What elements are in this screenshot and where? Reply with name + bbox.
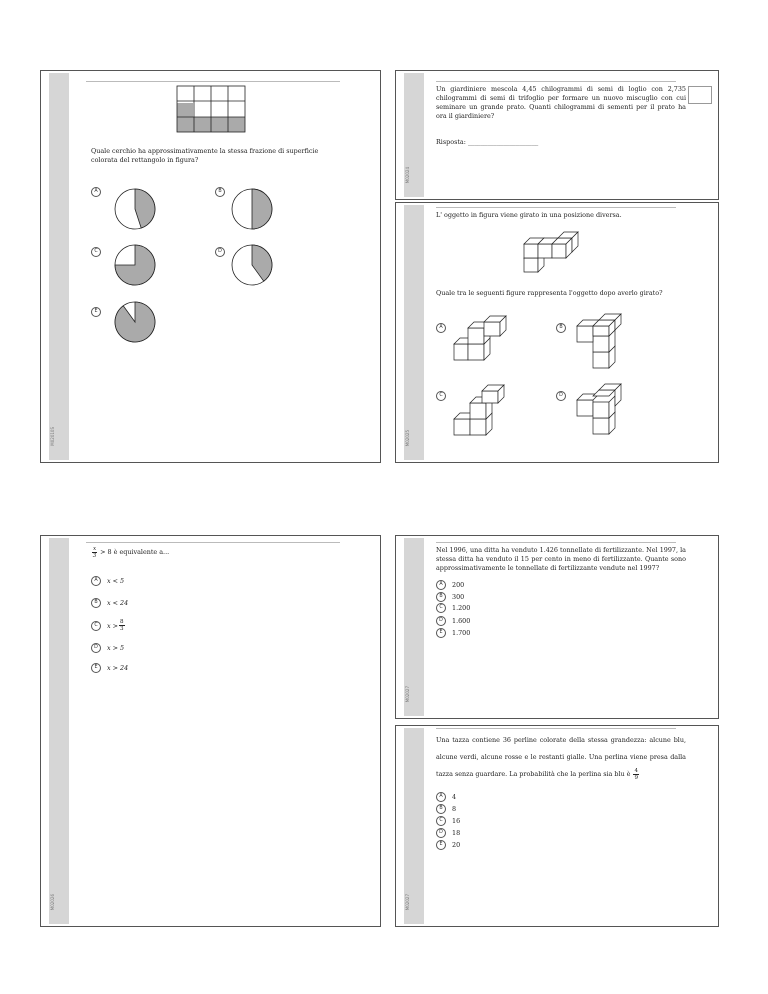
option-text: 1.700 bbox=[452, 629, 471, 637]
option-letter: B bbox=[215, 187, 225, 197]
cube-option-b bbox=[573, 312, 627, 372]
pie-shaded-sector bbox=[252, 189, 272, 229]
option-text: 4 bbox=[452, 793, 457, 801]
panel-seeds-question bbox=[395, 70, 719, 200]
pie-option-a bbox=[113, 187, 157, 231]
cube-object-figure bbox=[521, 230, 583, 276]
stem-fraction: $\frac{x}{3}$ bbox=[92, 546, 97, 559]
question-text: Un giardiniere mescola 4,45 chilogrammi di semi di loglio con 2,735 chilogrammi di semi di trifoglio per formare un nuovo miscuglio con cui seminare un grande prato. Quanti chilogrammi di sementi per il prato ha ora il giardiniere? bbox=[436, 85, 686, 120]
panel-fraction-question bbox=[40, 70, 381, 463]
cube-option-d bbox=[573, 380, 633, 440]
option-text: 300 bbox=[452, 593, 465, 601]
cube-option-a bbox=[452, 314, 514, 364]
option-letter: C bbox=[436, 603, 446, 613]
answer-row bbox=[436, 138, 538, 147]
stem-rest: > 8 è equivalente a... bbox=[100, 548, 170, 556]
shaded-rectangle-figure bbox=[176, 85, 246, 133]
option-a[interactable] bbox=[436, 323, 452, 333]
question-text: Nel 1996, una ditta ha venduto 1.426 tonnellate di fertilizzante. Nel 1997, la stessa ditta ha venduto il 15 per cento in meno di fertilizzante. Quante sono approssimativamente le tonnellate di fertilizzante vendute nel 1997? bbox=[436, 546, 686, 572]
option-letter: E bbox=[91, 307, 101, 317]
pie-option-c bbox=[113, 243, 157, 287]
option-text: x < 5 bbox=[107, 577, 125, 585]
option-letter: D bbox=[556, 391, 566, 401]
question-body: Una tazza contiene 36 perline colorate della stessa grandezza: alcune blu, alcune verdi, alcune rosse e le restanti gialle. Una perlina viene presa dalla tazza senza guardare. La probabilità che la perlina sia blu è bbox=[436, 736, 686, 778]
option-b[interactable] bbox=[436, 592, 464, 602]
option-d[interactable] bbox=[436, 828, 460, 838]
top-rule bbox=[86, 81, 340, 82]
panel-spine bbox=[404, 205, 424, 460]
panel-spine bbox=[49, 538, 69, 924]
option-text: 200 bbox=[452, 581, 465, 589]
option-a[interactable] bbox=[436, 580, 464, 590]
option-c[interactable] bbox=[436, 391, 452, 401]
panel-spine bbox=[49, 73, 69, 460]
option-text: 16 bbox=[452, 817, 461, 825]
option-fraction: $\frac{8}{3}$ bbox=[120, 619, 124, 632]
option-letter: B bbox=[436, 592, 446, 602]
probability-fraction: $\frac{4}{9}$ bbox=[634, 767, 639, 781]
pie-option-e bbox=[113, 300, 157, 344]
option-text: 8 bbox=[452, 805, 457, 813]
pie-option-d bbox=[230, 243, 274, 287]
top-rule bbox=[86, 542, 340, 543]
answer-label: Risposta: bbox=[436, 138, 466, 146]
cube-option-c bbox=[452, 381, 514, 441]
option-text: 18 bbox=[452, 829, 461, 837]
item-code: M02025 bbox=[405, 429, 410, 446]
option-c[interactable] bbox=[91, 619, 126, 632]
option-c[interactable] bbox=[436, 816, 460, 826]
option-letter: D bbox=[91, 643, 101, 653]
option-letter: B bbox=[91, 598, 101, 608]
option-letter: E bbox=[436, 628, 446, 638]
panel-spine bbox=[404, 728, 424, 924]
option-a[interactable] bbox=[91, 576, 124, 586]
item-code: M02027 bbox=[405, 685, 410, 702]
option-b[interactable] bbox=[215, 187, 231, 197]
option-letter: A bbox=[436, 323, 446, 333]
option-text: x > 5 bbox=[107, 644, 125, 652]
panel-beads-question bbox=[395, 725, 719, 927]
top-rule bbox=[436, 81, 676, 82]
panel-spine bbox=[404, 538, 424, 716]
option-letter: A bbox=[91, 187, 101, 197]
pie-shaded-sector bbox=[115, 302, 155, 342]
option-d[interactable] bbox=[556, 391, 572, 401]
option-text: x < 24 bbox=[107, 599, 129, 607]
option-text: 1.600 bbox=[452, 617, 471, 625]
option-letter: E bbox=[91, 663, 101, 673]
score-box bbox=[688, 86, 712, 104]
panel-cubes-question bbox=[395, 202, 719, 463]
option-text: 1.200 bbox=[452, 604, 471, 612]
option-letter: A bbox=[436, 580, 446, 590]
option-a[interactable] bbox=[436, 792, 456, 802]
option-letter: D bbox=[436, 616, 446, 626]
option-text: x > bbox=[107, 621, 118, 630]
option-a[interactable] bbox=[91, 187, 107, 197]
option-c[interactable] bbox=[91, 247, 107, 257]
question-text: L' oggetto in figura viene girato in una posizione diversa. bbox=[436, 211, 622, 219]
option-c[interactable] bbox=[436, 603, 470, 613]
option-e[interactable] bbox=[91, 307, 107, 317]
answer-line[interactable]: ______________________ bbox=[467, 138, 539, 146]
question-text bbox=[436, 732, 686, 783]
option-letter: A bbox=[436, 792, 446, 802]
item-code: M02027 bbox=[405, 893, 410, 910]
option-d[interactable] bbox=[215, 247, 231, 257]
option-letter: B bbox=[436, 804, 446, 814]
item-code: M02026 bbox=[50, 893, 55, 910]
panel-inequality-question bbox=[40, 535, 381, 927]
top-rule bbox=[436, 542, 676, 543]
option-letter: C bbox=[436, 816, 446, 826]
option-letter: D bbox=[436, 828, 446, 838]
top-rule bbox=[436, 207, 676, 208]
option-d[interactable] bbox=[436, 616, 470, 626]
option-b[interactable] bbox=[436, 804, 456, 814]
option-b[interactable] bbox=[556, 323, 572, 333]
option-e[interactable] bbox=[436, 840, 460, 850]
option-letter: D bbox=[215, 247, 225, 257]
option-b[interactable] bbox=[91, 598, 128, 608]
top-rule bbox=[436, 728, 676, 729]
item-code: M02010S bbox=[50, 427, 55, 446]
option-letter: C bbox=[91, 621, 101, 631]
option-letter: E bbox=[436, 840, 446, 850]
option-e[interactable] bbox=[91, 663, 128, 673]
option-letter: B bbox=[556, 323, 566, 333]
question-text bbox=[91, 546, 169, 559]
option-letter: C bbox=[436, 391, 446, 401]
question-text-2: Quale tra le seguenti figure rappresenta l'oggetto dopo averlo girato? bbox=[436, 289, 663, 297]
item-code: M02024 bbox=[405, 166, 410, 183]
panel-spine bbox=[404, 73, 424, 197]
question-text: Quale cerchio ha approssimativamente la stessa frazione di superficie colorata del rettangolo in figura? bbox=[91, 147, 319, 164]
option-text: x > 24 bbox=[107, 664, 129, 672]
option-text: 20 bbox=[452, 841, 461, 849]
option-letter: C bbox=[91, 247, 101, 257]
option-letter: A bbox=[91, 576, 101, 586]
option-e[interactable] bbox=[436, 628, 470, 638]
panel-fertilizer-question bbox=[395, 535, 719, 719]
pie-option-b bbox=[230, 187, 274, 231]
option-d[interactable] bbox=[91, 643, 124, 653]
